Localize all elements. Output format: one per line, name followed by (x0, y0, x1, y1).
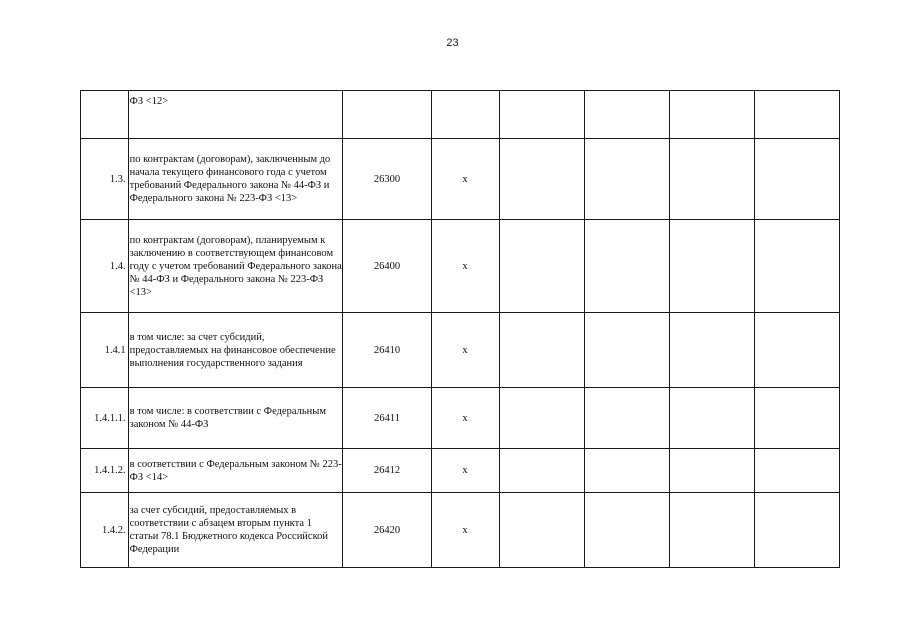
empty-cell (584, 493, 669, 568)
row-number-cell: 1.4.1 (81, 313, 129, 388)
empty-cell (669, 313, 754, 388)
row-number-cell (81, 91, 129, 139)
row-mark-cell: x (431, 388, 499, 449)
empty-cell (584, 449, 669, 493)
empty-cell (499, 220, 584, 313)
empty-cell (669, 220, 754, 313)
page-number: 23 (446, 37, 459, 49)
empty-cell (584, 139, 669, 220)
empty-cell (669, 91, 754, 139)
row-code-cell: 26420 (343, 493, 431, 568)
row-mark-cell: x (431, 493, 499, 568)
row-mark-cell: x (431, 139, 499, 220)
empty-cell (584, 313, 669, 388)
row-name-cell: ФЗ <12> (128, 91, 343, 139)
empty-cell (754, 91, 839, 139)
empty-cell (669, 139, 754, 220)
table-row (81, 220, 840, 313)
row-name-cell: в соответствии с Федеральным законом № 223-ФЗ <14> (128, 449, 343, 493)
row-number-cell: 1.4.1.1. (81, 388, 129, 449)
row-code-cell: 26400 (343, 220, 431, 313)
empty-cell (584, 220, 669, 313)
row-name-cell: за счет субсидий, предоставляемых в соответствии с абзацем вторым пункта 1 статьи 78.1 Бюджетного кодекса Российской Федерации (128, 493, 343, 568)
row-mark-cell: x (431, 220, 499, 313)
row-name-cell: по контрактам (договорам), заключенным до начала текущего финансового года с учетом требований Федерального закона № 44-ФЗ и Федерального закона № 223-ФЗ <13> (128, 139, 343, 220)
empty-cell (499, 449, 584, 493)
row-mark-cell (431, 91, 499, 139)
row-number-cell: 1.4.1.2. (81, 449, 129, 493)
row-mark-cell: x (431, 313, 499, 388)
empty-cell (499, 313, 584, 388)
row-number-cell: 1.4. (81, 220, 129, 313)
empty-cell (669, 449, 754, 493)
table-row (81, 313, 840, 388)
row-name-cell: по контрактам (договорам), планируемым к заключению в соответствующем финансовом году с учетом требований Федерального закона № 44-ФЗ и Федерального закона № 223-ФЗ <13> (128, 220, 343, 313)
table-row (81, 388, 840, 449)
empty-cell (669, 388, 754, 449)
row-name-cell: в том числе: за счет субсидий, предоставляемых на финансовое обеспечение выполнения государственного задания (128, 313, 343, 388)
table-row (81, 91, 840, 139)
empty-cell (584, 388, 669, 449)
row-code-cell: 26412 (343, 449, 431, 493)
table-row (81, 493, 840, 568)
empty-cell (754, 449, 839, 493)
row-mark-cell: x (431, 449, 499, 493)
empty-cell (669, 493, 754, 568)
report-table (80, 90, 840, 568)
row-name-cell: в том числе: в соответствии с Федеральным законом № 44-ФЗ (128, 388, 343, 449)
empty-cell (499, 388, 584, 449)
empty-cell (754, 493, 839, 568)
empty-cell (754, 220, 839, 313)
row-code-cell (343, 91, 431, 139)
empty-cell (584, 91, 669, 139)
empty-cell (754, 139, 839, 220)
row-code-cell: 26410 (343, 313, 431, 388)
row-code-cell: 26411 (343, 388, 431, 449)
table-row (81, 139, 840, 220)
empty-cell (754, 388, 839, 449)
empty-cell (499, 493, 584, 568)
row-number-cell: 1.3. (81, 139, 129, 220)
row-code-cell: 26300 (343, 139, 431, 220)
row-number-cell: 1.4.2. (81, 493, 129, 568)
empty-cell (499, 91, 584, 139)
table-row (81, 449, 840, 493)
empty-cell (754, 313, 839, 388)
empty-cell (499, 139, 584, 220)
